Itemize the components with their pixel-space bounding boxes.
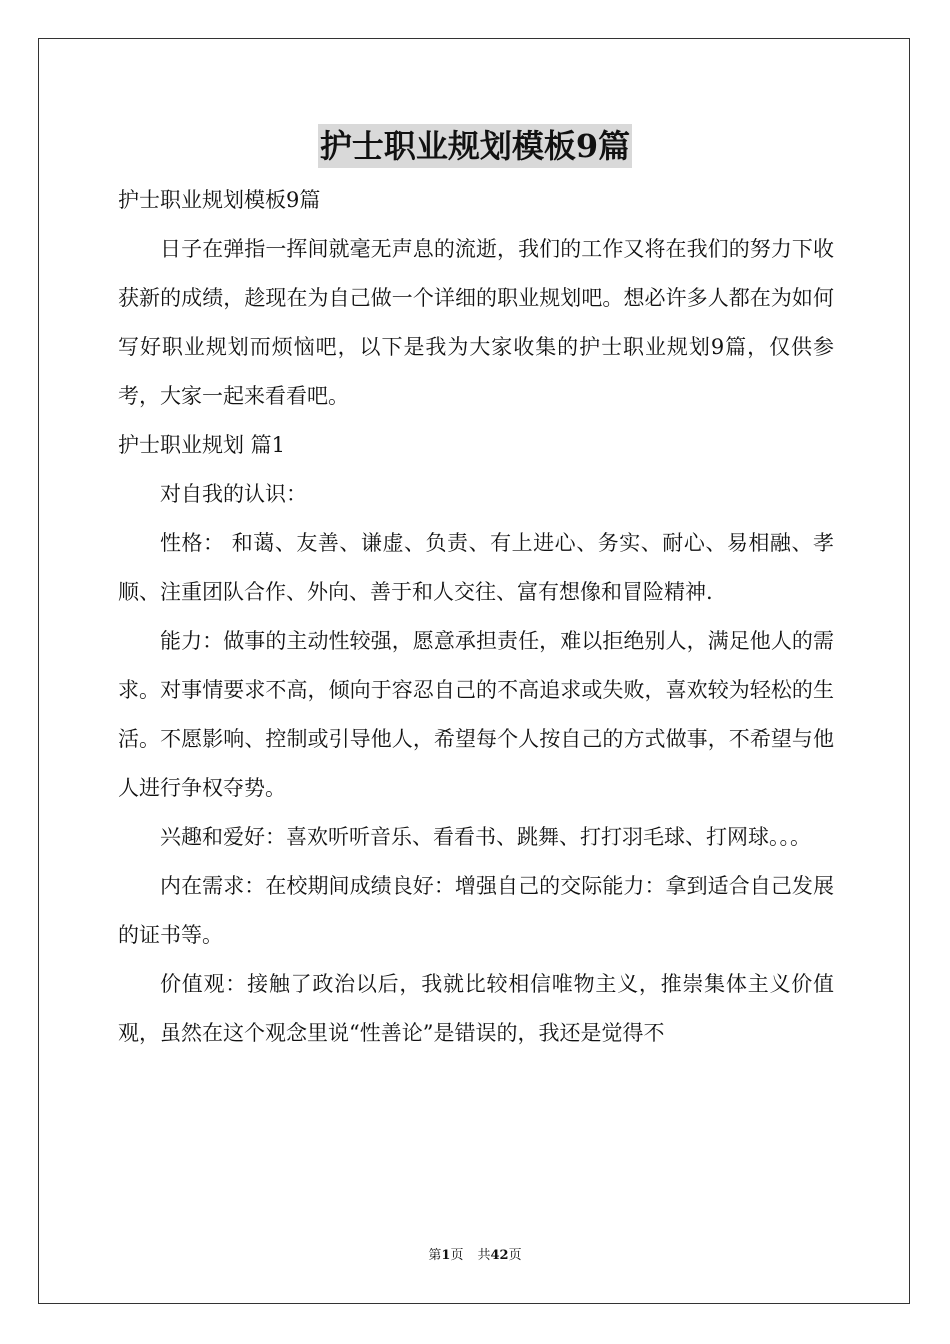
document-body bbox=[118, 176, 834, 1058]
paragraph-interests: 兴趣和爱好：喜欢听听音乐、看看书、跳舞、打打羽毛球、打网球。。。 bbox=[160, 825, 811, 849]
paragraph-values: 价值观：接触了政治以后，我就比较相信唯物主义，推崇集体主义价值观，虽然在这个观念里说“性善论”是错误的，我还是觉得不 bbox=[118, 972, 834, 1045]
section-heading: 护士职业规划 篇1 bbox=[118, 433, 286, 457]
page-current: 1 bbox=[441, 1248, 451, 1263]
page-total: 42 bbox=[490, 1248, 509, 1263]
total-suffix: 页 bbox=[508, 1248, 522, 1263]
document-title: 护士职业规划模板9篇 bbox=[318, 124, 632, 168]
paragraph-personality: 性格： 和蔼、友善、谦虚、负责、有上进心、务实、耐心、易相融、孝顺、注重团队合作、外向、善于和人交往、富有想像和冒险精神. bbox=[118, 531, 834, 604]
total-prefix: 共 bbox=[477, 1248, 491, 1263]
paragraph-needs: 内在需求：在校期间成绩良好：增强自己的交际能力：拿到适合自己发展的证书等。 bbox=[118, 874, 834, 947]
page-suffix: 页 bbox=[450, 1248, 464, 1263]
paragraph-self-awareness: 对自我的认识： bbox=[160, 482, 307, 506]
title-container bbox=[0, 124, 950, 168]
paragraph-ability: 能力：做事的主动性较强，愿意承担责任，难以拒绝别人，满足他人的需求。对事情要求不高，倾向于容忍自己的不高追求或失败，喜欢较为轻松的生活。不愿影响、控制或引导他人，希望每个人按自己的方式做事，不希望与他人进行争权夺势。 bbox=[118, 629, 834, 800]
document-subtitle: 护士职业规划模板9篇 bbox=[118, 188, 321, 212]
intro-paragraph: 日子在弹指一挥间就毫无声息的流逝，我们的工作又将在我们的努力下收获新的成绩，趁现在为自己做一个详细的职业规划吧。想必许多人都在为如何写好职业规划而烦恼吧，以下是我为大家收集的护士职业规划9篇，仅供参考，大家一起来看看吧。 bbox=[118, 237, 834, 408]
page-footer bbox=[0, 1247, 950, 1265]
page-prefix: 第 bbox=[428, 1248, 442, 1263]
